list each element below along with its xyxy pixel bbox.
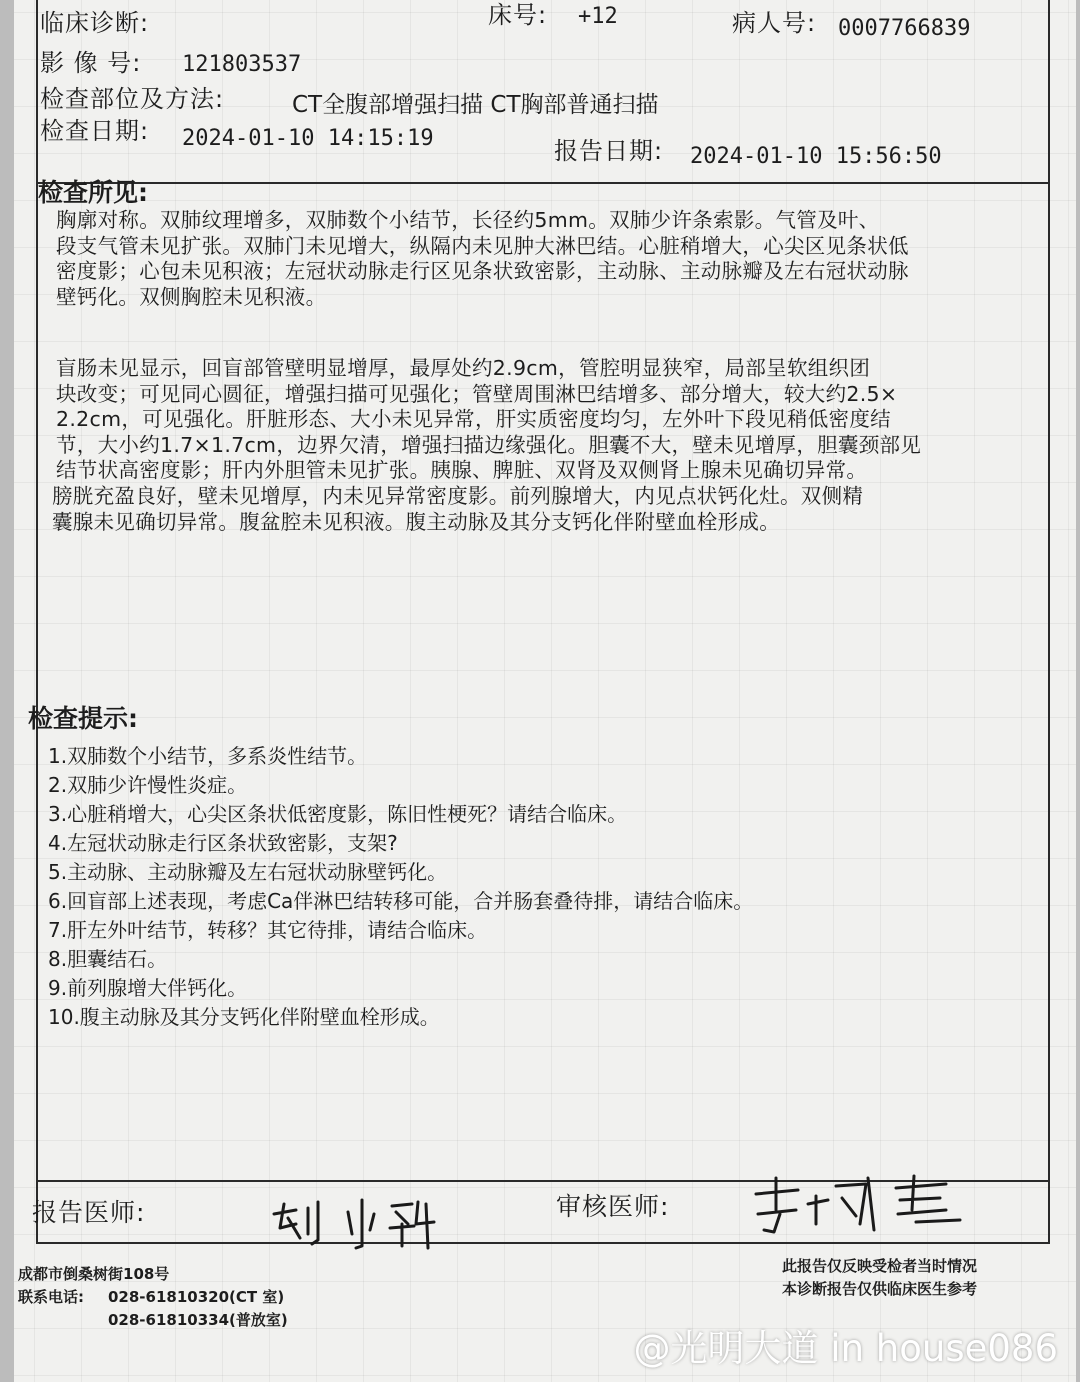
- impression-item: 6.回盲部上述表现，考虑Ca伴淋巴结转移可能，合并肠套叠待排，请结合临床。: [48, 889, 754, 913]
- patient-number-label: 病人号:: [732, 9, 817, 37]
- disclaimer-line-2: 本诊断报告仅供临床医生参考: [782, 1280, 978, 1298]
- exam-date-label: 检查日期:: [40, 117, 150, 145]
- findings-title: 检查所见:: [38, 178, 148, 207]
- watermark-text: @光明大道 in house086: [633, 1327, 1058, 1370]
- bed-number-value: +12: [578, 4, 618, 29]
- exam-part-method-label: 检查部位及方法:: [40, 85, 225, 113]
- findings-paragraph-abdomen: 盲肠未见显示，回盲部管壁明显增厚，最厚处约2.9cm，管腔明显狭窄，局部呈软组织团 块改变；可见同心圆征，增强扫描可见强化；管壁周围淋巴结增多、部分增大，较大约2.5× 2.2cm，可见强化。肝脏形态、大小未见异常，肝实质密度均匀，左外叶下段见稍低密度结 节，大小约1.7×1.7cm，边界欠清，增强扫描边缘强化。胆囊不大，壁未见增厚，胆囊颈部见 结节状高密度影；肝内外胆管未见扩张。胰腺、脾脏、双肾及双侧肾上腺未见确切异常。: [56, 356, 922, 483]
- bed-number-label: 床号:: [488, 1, 548, 29]
- impression-title: 检查提示:: [28, 704, 138, 733]
- impression-item: 1.双肺数个小结节，多系炎性结节。: [48, 744, 368, 768]
- impression-item: 2.双肺少许慢性炎症。: [48, 773, 248, 797]
- exam-part-method-value: CT全腹部增强扫描 CT胸部普通扫描: [292, 92, 659, 118]
- contact-phone-xray: 028-61810334(普放室): [108, 1311, 288, 1329]
- impression-item: 7.肝左外叶结节，转移？其它待排，请结合临床。: [48, 918, 488, 942]
- contact-phone-label: 联系电话:: [18, 1288, 84, 1306]
- impression-item: 10.腹主动脉及其分支钙化伴附壁血栓形成。: [48, 1005, 440, 1029]
- image-number-label: 影 像 号:: [40, 49, 142, 77]
- impression-item: 4.左冠状动脉走行区条状致密影，支架?: [48, 831, 398, 855]
- impression-item: 9.前列腺增大伴钙化。: [48, 976, 248, 1000]
- patient-number-value: 0007766839: [838, 16, 971, 41]
- reporting-doctor-label: 报告医师:: [32, 1198, 146, 1227]
- report-date-value: 2024-01-10 15:56:50: [690, 144, 942, 169]
- impression-item: 5.主动脉、主动脉瓣及左右冠状动脉壁钙化。: [48, 860, 448, 884]
- reporting-doctor-signature: [266, 1194, 446, 1254]
- header-divider: [36, 182, 1050, 184]
- clinical-diagnosis-label: 临床诊断:: [40, 9, 150, 37]
- report-date-label: 报告日期:: [554, 137, 664, 165]
- contact-phone-ct: 028-61810320(CT 室): [108, 1288, 285, 1306]
- impression-item: 3.心脏稍增大，心尖区条状低密度影，陈旧性梗死？请结合临床。: [48, 802, 628, 826]
- impression-item: 8.胆囊结石。: [48, 947, 168, 971]
- findings-paragraph-pelvis: 膀胱充盈良好，壁未见增厚，内未见异常密度影。前列腺增大，内见点状钙化灶。双侧精 囊腺未见确切异常。腹盆腔未见积液。腹主动脉及其分支钙化伴附壁血栓形成。: [52, 484, 864, 534]
- image-number-value: 121803537: [182, 52, 302, 77]
- reviewing-doctor-signature: [746, 1170, 966, 1240]
- findings-paragraph-chest: 胸廓对称。双肺纹理增多，双肺数个小结节，长径约5mm。双肺少许条索影。气管及叶、 段支气管未见扩张。双肺门未见增大，纵隔内未见肿大淋巴结。心脏稍增大，心尖区见条状低 密度影；心包未见积液；左冠状动脉走行区见条状致密影，主动脉、主动脉瓣及左右冠状动脉 壁钙化。双侧胸腔未见积液。: [56, 208, 909, 309]
- exam-date-value: 2024-01-10 14:15:19: [182, 126, 434, 151]
- impression-list: [48, 742, 753, 1032]
- hospital-address: 成都市倒桑树街108号: [18, 1265, 170, 1283]
- disclaimer-line-1: 此报告仅反映受检者当时情况: [782, 1257, 978, 1275]
- report-frame: [36, 0, 1050, 1244]
- reviewing-doctor-label: 审核医师:: [556, 1192, 670, 1221]
